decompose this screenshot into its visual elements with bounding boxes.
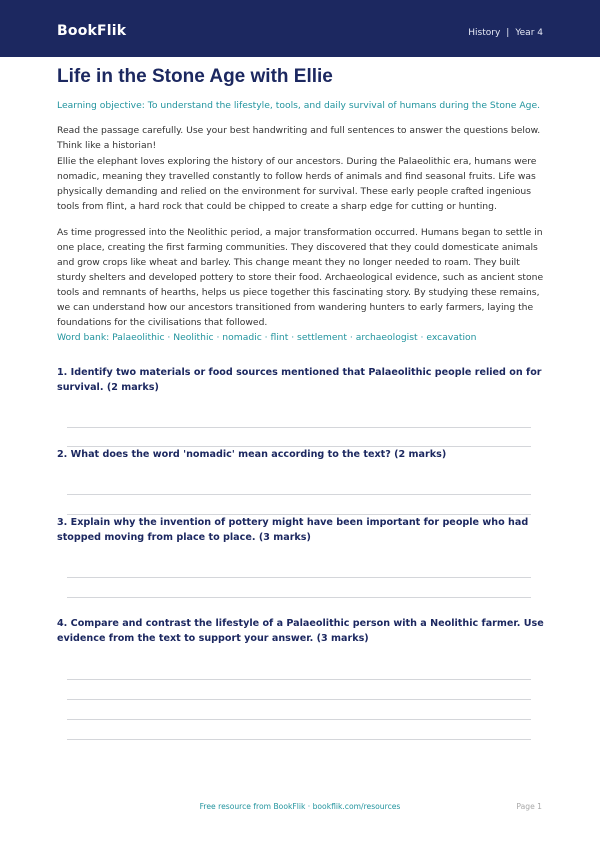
question-1: 1. Identify two materials or food sources mentioned that Palaeolithic people relied on for survival. (2 marks) (57, 367, 542, 393)
learning-objective: Learning objective: To understand the lifestyle, tools, and daily survival of humans during the Stone Age. (57, 100, 541, 111)
subject-label: History (468, 28, 501, 38)
word-bank: Word bank: Palaeolithic · Neolithic · nomadic · flint · settlement · archaeologist · excavation (57, 332, 477, 343)
answer-line[interactable] (67, 739, 531, 740)
question-3: 3. Explain why the invention of pottery might have been important for people who had stopped moving from place to place. (3 marks) (57, 517, 529, 543)
page-header (0, 0, 600, 57)
header-meta (468, 28, 543, 38)
passage-paragraph-1: Ellie the elephant loves exploring the history of our ancestors. During the Palaeolithic era, humans were nomadic, meaning they travelled constantly to follow herds of animals and find seasonal fruits. Life was physically demanding and relied on the environment for survival. These early people crafted ingenious tools from flint, a hard rock that could be chipped to create a sharp edge for cutting or hunting. (57, 156, 537, 212)
answer-line[interactable] (67, 719, 531, 720)
year-label: Year 4 (515, 28, 543, 38)
page-number: Page 1 (516, 802, 542, 811)
answer-line[interactable] (67, 577, 531, 578)
question-2: 2. What does the word 'nomadic' mean according to the text? (2 marks) (57, 449, 447, 460)
answer-line[interactable] (67, 597, 531, 598)
passage-paragraph-2: As time progressed into the Neolithic period, a major transformation occurred. Humans began to settle in one place, creating the first farming communities. They discovered that they could domesticate animals and grow crops like wheat and barley. This change meant they no longer needed to roam. They built sturdy shelters and developed pottery to store their food. Archaeological evidence, such as ancient stone tools and remnants of hearths, helps us piece together this fascinating story. By studying these remains, we can understand how our ancestors transitioned from wandering hunters to early farmers, laying the foundations for the civilisations that followed. (57, 227, 544, 328)
answer-line[interactable] (67, 699, 531, 700)
worksheet-title: Life in the Stone Age with Ellie (57, 66, 333, 87)
answer-line[interactable] (67, 427, 531, 428)
meta-separator: | (506, 28, 510, 38)
answer-line[interactable] (67, 494, 531, 495)
brand-logo: BookFlik (57, 23, 127, 39)
answer-line[interactable] (67, 679, 531, 680)
question-4: 4. Compare and contrast the lifestyle of a Palaeolithic person with a Neolithic farmer. Use evidence from the text to support your answer. (3 marks) (57, 618, 544, 644)
instructions: Read the passage carefully. Use your best handwriting and full sentences to answer the questions below. Think like a historian! (57, 125, 541, 151)
footer-resource-link[interactable]: Free resource from BookFlik · bookflik.com/resources (199, 802, 401, 811)
